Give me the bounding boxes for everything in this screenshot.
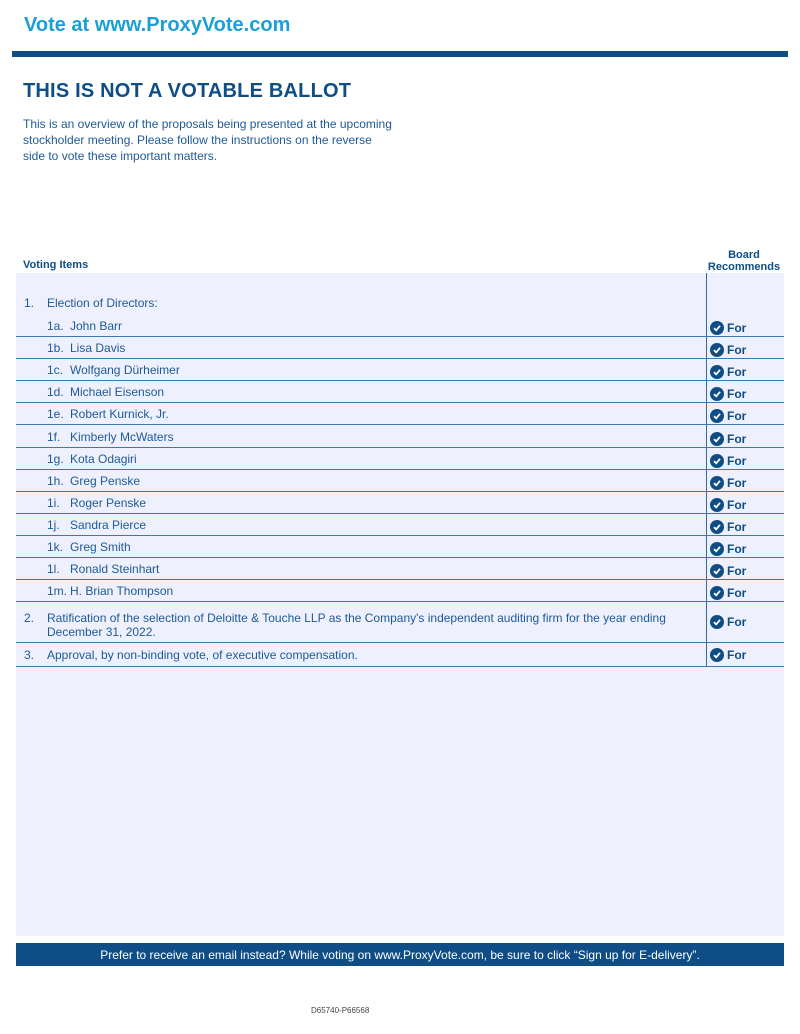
director-number: 1d. xyxy=(47,385,64,399)
director-rec-text: For xyxy=(727,365,747,379)
proposal-2-rec-text: For xyxy=(727,615,747,629)
director-row xyxy=(16,448,784,470)
proposal-2-recommendation xyxy=(710,615,746,629)
director-number: 1i. xyxy=(47,496,60,510)
director-number: 1e. xyxy=(47,407,64,421)
director-rec-text: For xyxy=(727,409,747,423)
director-recommendation xyxy=(710,365,746,379)
check-circle-icon xyxy=(710,520,724,534)
ballot-heading: THIS IS NOT A VOTABLE BALLOT xyxy=(23,80,352,102)
voting-items-header: Voting Items xyxy=(23,259,89,271)
director-row xyxy=(16,580,784,602)
director-number: 1k. xyxy=(47,540,64,554)
director-row xyxy=(16,558,784,580)
director-name: Greg Penske xyxy=(70,474,141,488)
director-recommendation xyxy=(710,586,746,600)
director-rec-text: For xyxy=(727,432,747,446)
check-circle-icon xyxy=(710,432,724,446)
director-name: H. Brian Thompson xyxy=(70,584,174,598)
check-circle-icon xyxy=(710,648,724,662)
director-row xyxy=(16,470,784,492)
proposal-1-label xyxy=(24,296,158,310)
director-row xyxy=(16,403,784,425)
director-rec-text: For xyxy=(727,321,747,335)
director-rec-text: For xyxy=(727,454,747,468)
director-recommendation xyxy=(710,343,746,357)
director-row xyxy=(16,492,784,514)
check-circle-icon xyxy=(710,321,724,335)
proposal-2-row xyxy=(16,604,784,643)
edelivery-banner: Prefer to receive an email instead? While voting on www.ProxyVote.com, be sure to click “Sign up for E-delivery”. xyxy=(16,943,784,966)
director-number: 1j. xyxy=(47,518,60,532)
director-row xyxy=(16,514,784,536)
director-name: Robert Kurnick, Jr. xyxy=(70,407,169,421)
director-number: 1a. xyxy=(47,319,64,333)
vote-site-title: Vote at www.ProxyVote.com xyxy=(24,14,291,36)
director-row xyxy=(16,536,784,558)
director-rec-text: For xyxy=(727,520,747,534)
check-circle-icon xyxy=(710,476,724,490)
board-header-line2: Recommends xyxy=(707,261,781,273)
proposal-3-row xyxy=(16,643,784,667)
proposal-3-recommendation xyxy=(710,648,746,662)
director-rec-text: For xyxy=(727,343,747,357)
proposal-3-number: 3. xyxy=(24,648,35,662)
director-name: Michael Eisenson xyxy=(70,385,165,399)
director-row xyxy=(16,359,784,381)
check-circle-icon xyxy=(710,615,724,629)
director-recommendation xyxy=(710,520,746,534)
director-name: Wolfgang Dürheimer xyxy=(70,363,180,377)
director-recommendation xyxy=(710,432,746,446)
director-number: 1l. xyxy=(47,562,60,576)
proposal-3-text: Approval, by non-binding vote, of executive compensation. xyxy=(47,648,358,662)
director-name: Sandra Pierce xyxy=(70,518,147,532)
director-number: 1c. xyxy=(47,363,64,377)
proposal-2-number: 2. xyxy=(24,611,35,625)
director-recommendation xyxy=(710,387,746,401)
board-header-line1: Board xyxy=(728,249,760,261)
check-circle-icon xyxy=(710,498,724,512)
director-rec-text: For xyxy=(727,564,747,578)
director-rec-text: For xyxy=(727,498,747,512)
intro-text: This is an overview of the proposals being presented at the upcoming stockholder meeting. Please follow the instructions on the reverse side to vote these important matters. xyxy=(23,117,392,163)
director-row xyxy=(16,337,784,359)
proposal-1-text: Election of Directors: xyxy=(47,296,158,310)
check-circle-icon xyxy=(710,387,724,401)
director-row xyxy=(16,381,784,403)
director-number: 1h. xyxy=(47,474,64,488)
director-name: Greg Smith xyxy=(70,540,131,554)
director-name: Ronald Steinhart xyxy=(70,562,160,576)
check-circle-icon xyxy=(710,409,724,423)
director-rec-text: For xyxy=(727,586,747,600)
director-rec-text: For xyxy=(727,387,747,401)
check-circle-icon xyxy=(710,586,724,600)
proposal-1-number: 1. xyxy=(24,296,35,310)
header-rule xyxy=(12,51,788,57)
director-recommendation xyxy=(710,454,746,468)
document-code: D65740-P66568 xyxy=(311,1006,370,1015)
director-rec-text: For xyxy=(727,476,747,490)
director-name: Kimberly McWaters xyxy=(70,430,174,444)
director-row xyxy=(16,426,784,448)
check-circle-icon xyxy=(710,365,724,379)
board-recommends-header xyxy=(704,249,784,273)
director-name: John Barr xyxy=(70,319,123,333)
director-recommendation xyxy=(710,321,746,335)
director-recommendation xyxy=(710,476,746,490)
director-number: 1f. xyxy=(47,430,61,444)
director-rec-text: For xyxy=(727,542,747,556)
proposal-3-rec-text: For xyxy=(727,648,747,662)
director-recommendation xyxy=(710,564,746,578)
check-circle-icon xyxy=(710,454,724,468)
director-number: 1m. xyxy=(47,584,68,598)
director-name: Kota Odagiri xyxy=(70,452,137,466)
director-number: 1g. xyxy=(47,452,64,466)
director-number: 1b. xyxy=(47,341,64,355)
director-recommendation xyxy=(710,409,746,423)
director-recommendation xyxy=(710,498,746,512)
check-circle-icon xyxy=(710,564,724,578)
director-name: Lisa Davis xyxy=(70,341,126,355)
director-recommendation xyxy=(710,542,746,556)
proposal-2-text: Ratification of the selection of Deloitte & Touche LLP as the Company's independent auditing firm for the year ending December 31, 2022. xyxy=(47,611,666,639)
check-circle-icon xyxy=(710,343,724,357)
director-name: Roger Penske xyxy=(70,496,147,510)
check-circle-icon xyxy=(710,542,724,556)
director-row xyxy=(16,315,784,337)
